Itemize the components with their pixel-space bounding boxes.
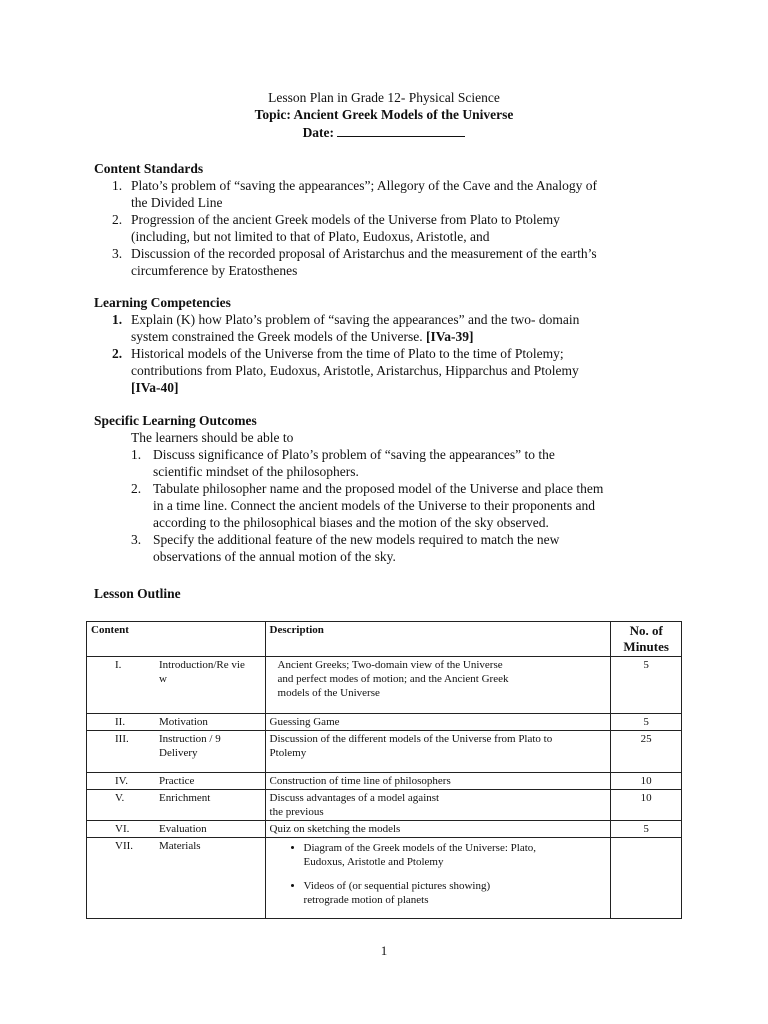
table-row (87, 821, 682, 838)
table-row (87, 731, 682, 773)
competency-code: [IVa-40] (131, 380, 179, 395)
row-content: Introduction/Re view (159, 659, 245, 685)
row-content-cell (87, 657, 266, 714)
outcome-text: in a time line. Connect the ancient models of the Universe to their proponents and (153, 498, 596, 513)
row-roman: V. (115, 792, 125, 804)
competency-text: Explain (K) how Plato’s problem of “saving the appearances” and the two- domain (131, 312, 580, 327)
competency-code: [IVa-39] (426, 329, 474, 344)
lesson-plan-title: Lesson Plan in Grade 12- Physical Science (268, 90, 500, 105)
row-minutes: 5 (611, 657, 682, 714)
row-minutes: 25 (611, 731, 682, 773)
date-field (0, 124, 768, 141)
content-standards-heading: Content Standards (94, 161, 204, 176)
row-roman: IV. (115, 775, 128, 787)
row-roman: III. (115, 733, 129, 745)
outcome-text: Tabulate philosopher name and the proposed model of the Universe and place them (153, 481, 604, 496)
table-row (87, 714, 682, 731)
row-minutes: 10 (611, 773, 682, 790)
outcome-text: according to the philosophical biases and the motion of the sky observed. (153, 515, 549, 530)
row-content: Practice (159, 775, 195, 787)
outcome-num: 2. (131, 481, 142, 496)
materials-list (270, 841, 607, 907)
row-content: Evaluation (159, 823, 207, 835)
lesson-outline-table (86, 621, 682, 919)
row-description: Quiz on sketching the models (265, 821, 611, 838)
row-minutes: 10 (611, 790, 682, 821)
materials-bullet: • Videos of (or sequential pictures showing) retrograde motion of planets (304, 879, 607, 907)
row-content-cell (87, 773, 266, 790)
row-content: Instruction / 9 Delivery (159, 733, 221, 759)
competency-text (131, 328, 474, 345)
outcome-text: observations of the annual motion of the sky. (153, 549, 396, 564)
content-standard-num: 3. (112, 246, 123, 261)
table-header-row (87, 622, 682, 657)
row-description: Ancient Greeks; Two-domain view of the Universe and perfect modes of motion; and the Ancient Greek models of the Universe (265, 657, 611, 714)
date-label: Date: (302, 125, 335, 140)
learning-competencies-heading: Learning Competencies (94, 295, 231, 310)
materials-bullet: • Diagram of the Greek models of the Universe: Plato, Eudoxus, Aristotle and Ptolemy (304, 841, 607, 869)
row-minutes: 5 (611, 821, 682, 838)
row-content-cell (87, 731, 266, 773)
table-row (87, 657, 682, 714)
table-row (87, 790, 682, 821)
date-blank-line (337, 124, 465, 137)
outcome-num: 1. (131, 447, 142, 462)
table-row (87, 773, 682, 790)
content-standard-text: circumference by Eratosthenes (131, 263, 298, 278)
competency-text-line: system constrained the Greek models of the Universe. (131, 329, 423, 344)
row-description: Discuss advantages of a model against the previous (265, 790, 611, 821)
content-standard-num: 2. (112, 212, 123, 227)
table-row-materials (87, 838, 682, 919)
lesson-outline-heading: Lesson Outline (94, 586, 181, 601)
competency-num: 1. (112, 312, 123, 327)
content-standard-text: Plato’s problem of “saving the appearances”; Allegory of the Cave and the Analogy of (131, 178, 597, 193)
materials-description (265, 838, 611, 919)
row-content-cell (87, 838, 266, 919)
row-roman: VI. (115, 823, 130, 835)
row-content-cell (87, 790, 266, 821)
content-standard-text: Progression of the ancient Greek models of the Universe from Plato to Ptolemy (131, 212, 560, 227)
outcome-text: scientific mindset of the philosophers. (153, 464, 359, 479)
column-header-minutes: No. of Minutes (611, 622, 682, 657)
competency-text: contributions from Plato, Eudoxus, Aristotle, Aristarchus, Hipparchus and Ptolemy (131, 363, 579, 378)
outcome-text: Discuss significance of Plato’s problem of “saving the appearances” to the (153, 447, 555, 462)
topic-title: Topic: Ancient Greek Models of the Universe (254, 107, 514, 122)
competency-num: 2. (112, 346, 123, 361)
competency-text: Historical models of the Universe from the time of Plato to the time of Ptolemy; (131, 346, 564, 361)
content-standard-num: 1. (112, 178, 123, 193)
row-content-cell (87, 714, 266, 731)
content-standard-text: the Divided Line (131, 195, 223, 210)
specific-outcomes-heading: Specific Learning Outcomes (94, 413, 257, 428)
row-description: Guessing Game (265, 714, 611, 731)
row-description: Discussion of the different models of the Universe from Plato to Ptolemy (265, 731, 611, 773)
outcome-num: 3. (131, 532, 142, 547)
page-number: 1 (380, 943, 388, 958)
column-header-description: Description (265, 622, 611, 657)
content-standard-text: Discussion of the recorded proposal of Aristarchus and the measurement of the earth’s (131, 246, 597, 261)
row-content: Motivation (159, 716, 208, 728)
row-roman: II. (115, 716, 126, 728)
outcome-text: Specify the additional feature of the new models required to match the new (153, 532, 560, 547)
outcomes-intro: The learners should be able to (131, 430, 294, 445)
row-roman: VII. (115, 840, 134, 852)
row-minutes: 5 (611, 714, 682, 731)
row-roman: I. (115, 659, 122, 671)
column-header-content: Content (87, 622, 266, 657)
row-description: Construction of time line of philosophers (265, 773, 611, 790)
content-standard-text: (including, but not limited to that of Plato, Eudoxus, Aristotle, and (131, 229, 490, 244)
row-content-cell (87, 821, 266, 838)
row-content: Enrichment (159, 792, 211, 804)
row-minutes (611, 838, 682, 919)
row-content: Materials (159, 840, 201, 852)
